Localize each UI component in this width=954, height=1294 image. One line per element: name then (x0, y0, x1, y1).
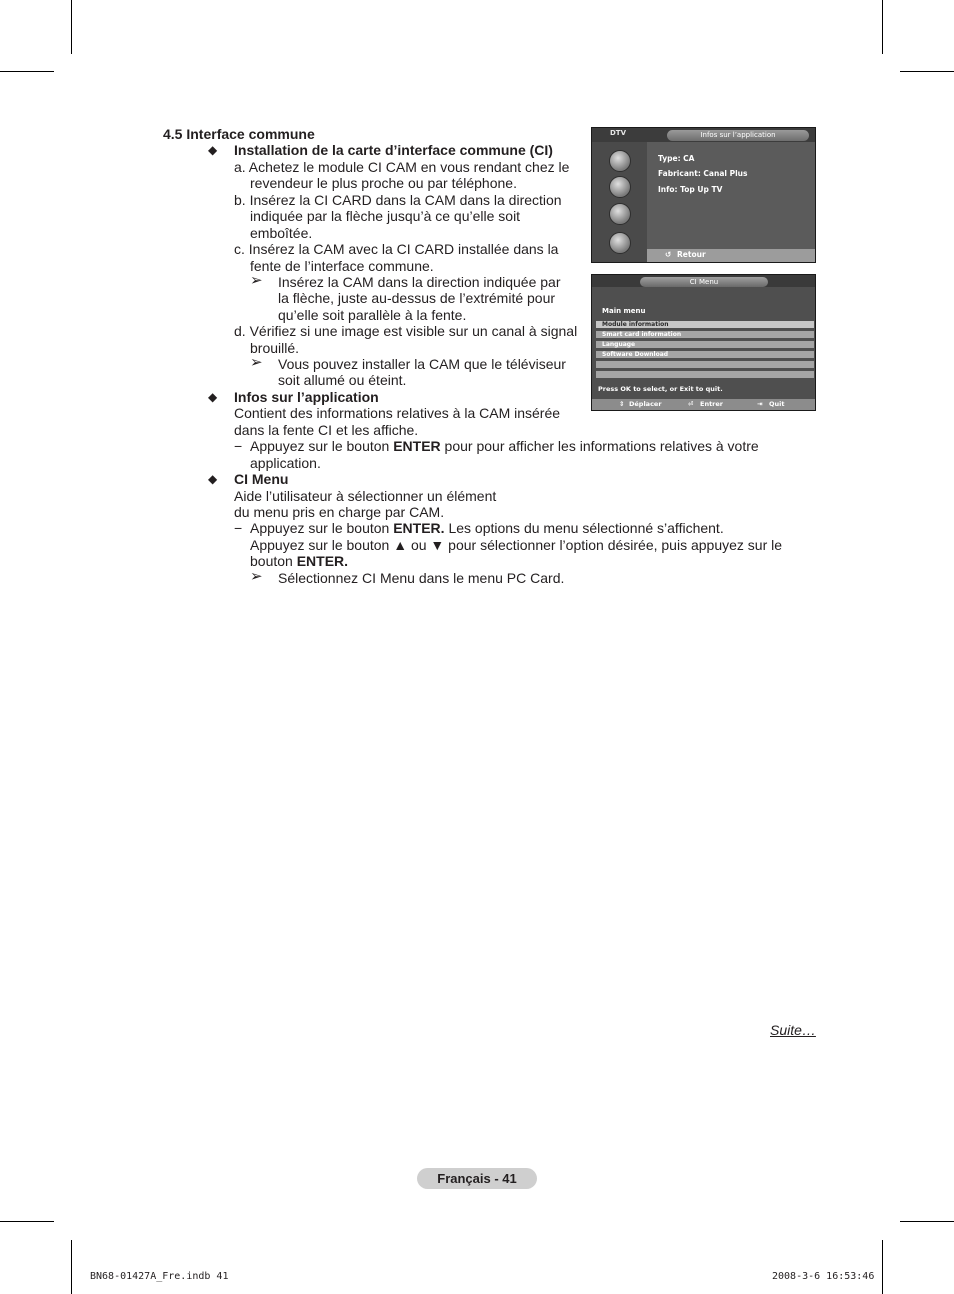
crop-mark (900, 71, 954, 72)
enter-icon: ⏎ (688, 400, 694, 408)
bullet-diamond-icon: ◆ (208, 390, 218, 404)
updown-icon: ⇕ (619, 400, 625, 408)
app-step-text: Appuyez sur le bouton (250, 438, 394, 454)
note-arrow-icon: ➢ (250, 272, 263, 289)
ci-step-text: bouton (250, 553, 297, 569)
app-info-screen (591, 127, 816, 263)
app-heading: Infos sur l’application (234, 389, 379, 405)
app-step (250, 438, 759, 454)
screen-header: Infos sur l’application (667, 130, 809, 141)
dash-icon: − (234, 438, 243, 454)
info-details: Info: Top Up TV (658, 185, 723, 194)
info-manufacturer: Fabricant: Canal Plus (658, 169, 748, 178)
ci-menu-item[interactable]: Module information (596, 321, 814, 328)
picture-menu-icon (609, 150, 631, 172)
ci-menu-item[interactable]: Smart card information (596, 331, 814, 338)
continued-label: Suite… (770, 1022, 816, 1038)
note-line: Insérez la CAM dans la direction indiquée par (278, 274, 561, 290)
dtv-label: DTV (610, 129, 627, 137)
ci-line: Aide l’utilisateur à sélectionner un élément (234, 488, 497, 504)
crop-mark (900, 1221, 954, 1222)
ci-step-enter: ENTER. (393, 520, 445, 536)
input-menu-icon (609, 232, 631, 254)
crop-mark (0, 1221, 54, 1222)
crop-mark (882, 0, 883, 54)
install-line: b. Insérez la CI CARD dans la CAM dans la direction (234, 192, 562, 208)
screen-footer (592, 399, 815, 410)
ci-menu-item[interactable] (596, 371, 814, 378)
app-step: application. (250, 455, 321, 471)
bullet-diamond-icon: ◆ (208, 143, 218, 157)
app-line: dans la fente CI et les affiche. (234, 422, 419, 438)
crop-mark (882, 1240, 883, 1294)
app-step-enter: ENTER (393, 438, 441, 454)
ci-menu-hint: Press OK to select, or Exit to quit. (598, 385, 723, 393)
dash-icon: − (234, 520, 243, 536)
bullet-diamond-icon: ◆ (208, 472, 218, 486)
screen-sidebar (592, 142, 647, 262)
note-line: Vous pouvez installer la CAM que le téléviseur (278, 356, 566, 372)
install-line: revendeur le plus proche ou par téléphone. (250, 175, 517, 191)
crop-mark (0, 71, 54, 72)
install-line: emboîtée. (250, 225, 313, 241)
move-label: Déplacer (629, 400, 662, 408)
ci-menu-screen (591, 274, 816, 411)
note-line: qu’elle soit parallèle à la fente. (278, 307, 467, 323)
screen-header: CI Menu (640, 277, 768, 287)
page-number: Français - 41 (417, 1168, 537, 1189)
install-line: indiquée par la flèche jusqu’à ce qu’elle soit (250, 208, 521, 224)
ci-menu-item[interactable]: Software Download (596, 351, 814, 358)
install-line: brouillé. (250, 340, 300, 356)
setup-gear-icon (609, 203, 631, 225)
crop-mark (71, 0, 72, 54)
ci-line: du menu pris en charge par CAM. (234, 504, 445, 520)
ci-step (250, 553, 348, 569)
app-step-text: pour pour afficher les informations relatives à votre (440, 438, 759, 454)
app-line: Contient des informations relatives à la CAM insérée (234, 405, 561, 421)
ci-menu-body (592, 287, 815, 399)
ci-step: Appuyez sur le bouton ▲ ou ▼ pour sélectionner l’option désirée, puis appuyez sur le (250, 537, 783, 553)
ci-menu-item[interactable] (596, 361, 814, 368)
install-line: d. Vérifiez si une image est visible sur un canal à signal (234, 323, 578, 339)
ci-step-text: Les options du menu sélectionné s’affichent. (444, 520, 724, 536)
print-slug-date: 2008-3-6 16:53:46 (772, 1271, 875, 1282)
print-slug-file: BN68-01427A_Fre.indb 41 (90, 1271, 229, 1282)
ci-menu-item[interactable]: Language (596, 341, 814, 348)
install-line: c. Insérez la CAM avec la CI CARD installée dans la (234, 241, 559, 257)
exit-icon: ⇥ (757, 400, 763, 408)
note-line: soit allumé ou éteint. (278, 372, 407, 388)
info-type: Type: CA (658, 154, 695, 163)
ci-note: Sélectionnez CI Menu dans le menu PC Card. (278, 570, 565, 586)
note-arrow-icon: ➢ (250, 354, 263, 371)
screen-footer (647, 249, 815, 262)
install-line: a. Achetez le module CI CAM en vous rendant chez le (234, 159, 570, 175)
return-icon: ↺ (665, 250, 672, 259)
install-heading: Installation de la carte d’interface commune (CI) (234, 142, 553, 158)
quit-label: Quit (769, 400, 785, 408)
note-line: la flèche, juste au-dessus de l’extrémité pour (278, 290, 556, 306)
note-arrow-icon: ➢ (250, 568, 263, 585)
enter-label: Entrer (700, 400, 723, 408)
sound-menu-icon (609, 176, 631, 198)
ci-step (250, 520, 724, 536)
section-title: 4.5 Interface commune (163, 126, 315, 142)
main-menu-label: Main menu (602, 307, 646, 315)
ci-step-text: Appuyez sur le bouton (250, 520, 394, 536)
ci-heading: CI Menu (234, 471, 289, 487)
ci-step-enter: ENTER. (296, 553, 349, 569)
return-label: Retour (677, 250, 706, 259)
install-line: fente de l’interface commune. (250, 258, 434, 274)
crop-mark (71, 1240, 72, 1294)
